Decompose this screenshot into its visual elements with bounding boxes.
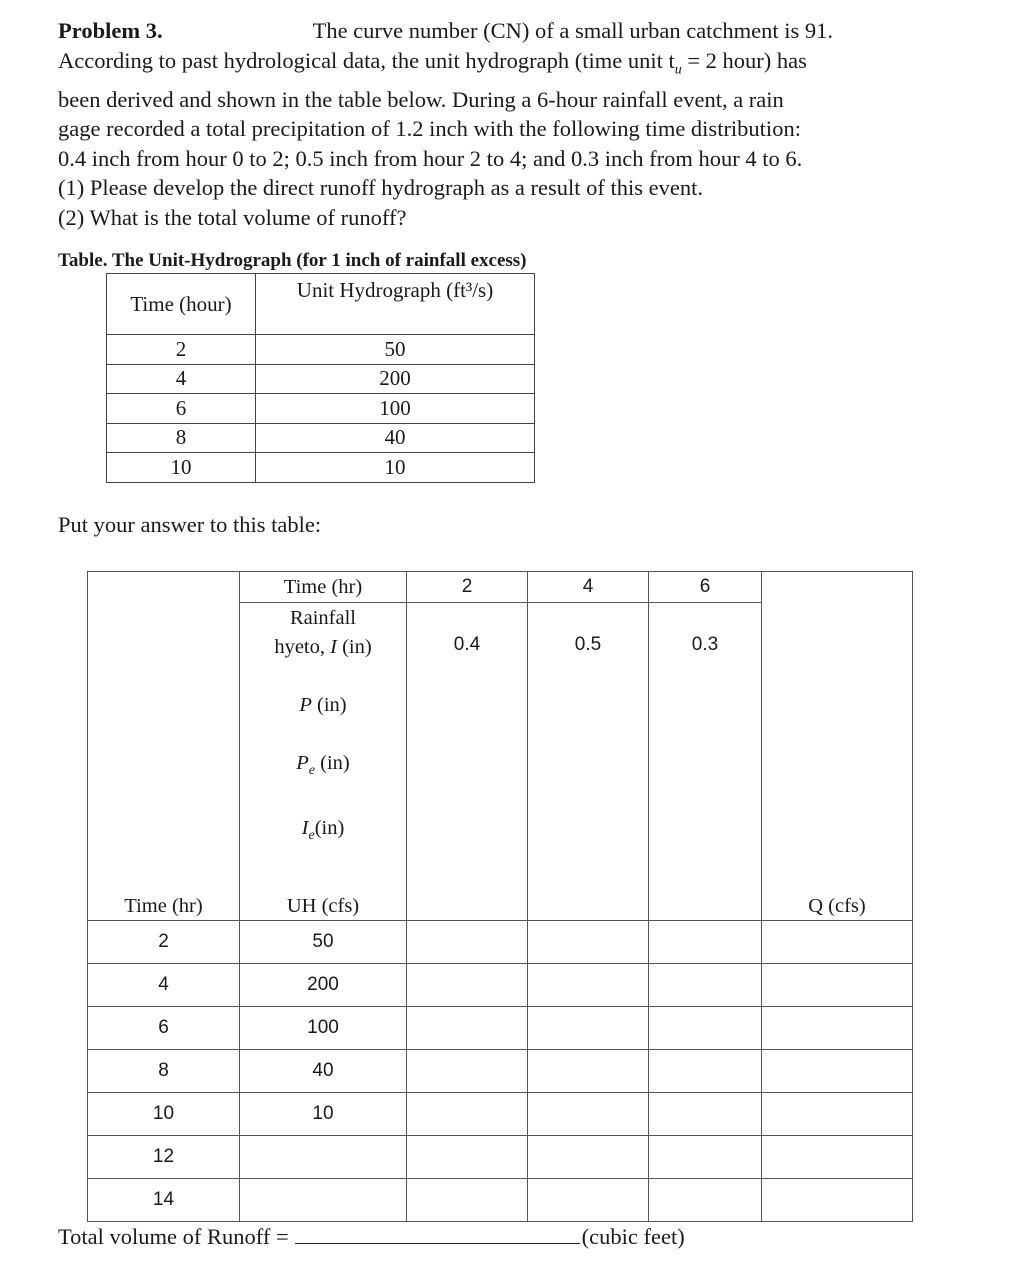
uh-value-cell: 100 (256, 394, 535, 424)
answer-cell[interactable] (407, 1007, 528, 1050)
answer-cell[interactable] (649, 1007, 762, 1050)
answer-cell[interactable] (528, 921, 649, 964)
answer-cell[interactable] (407, 921, 528, 964)
answer-cell[interactable] (649, 1136, 762, 1179)
runoff-header-row (88, 893, 913, 921)
answer-cell[interactable] (528, 1136, 649, 1179)
uh-value-cell: 50 (256, 335, 535, 365)
rainfall-label: Rainfall (289, 607, 357, 629)
answer-cell[interactable] (528, 1179, 649, 1222)
table-row (107, 394, 535, 424)
uh-time-cell: 4 (107, 364, 256, 394)
rain-value-cell: 0.4 (407, 603, 528, 893)
uh-value-cell: 200 (256, 364, 535, 394)
uh-time-cell: 2 (107, 335, 256, 365)
answer-table (87, 571, 913, 1222)
uh-time-cell: 6 (107, 394, 256, 424)
total-volume-label: Total volume of Runoff = (58, 1224, 289, 1249)
tu-subscript: u (674, 62, 682, 77)
question-2: (2) What is the total volume of runoff? (58, 204, 407, 230)
q-cell[interactable] (762, 1007, 913, 1050)
answer-cell[interactable] (407, 1093, 528, 1136)
answer-cell[interactable] (649, 1050, 762, 1093)
uh-cell (240, 1179, 407, 1222)
unit-hydrograph-table (106, 273, 535, 483)
answer-cell[interactable] (407, 1179, 528, 1222)
uh-cell (240, 1136, 407, 1179)
problem-statement (58, 16, 958, 232)
uh-value-cell: 40 (256, 423, 535, 453)
time-cell: 2 (88, 921, 240, 964)
problem-line-3: been derived and shown in the table below. During a 6-hour rainfall event, a rain (58, 86, 784, 112)
time-cell: 14 (88, 1179, 240, 1222)
answer-cell[interactable] (407, 964, 528, 1007)
table-row (88, 1179, 913, 1222)
answer-cell[interactable] (649, 921, 762, 964)
time-cell: 6 (88, 1007, 240, 1050)
hyeto-label: hyeto, I (in) (274, 636, 372, 658)
time-column-header: Time (hr) (88, 893, 240, 921)
rain-time-cell: 4 (528, 572, 649, 603)
time-cell: 4 (88, 964, 240, 1007)
table-row (107, 335, 535, 365)
problem-label: Problem 3. (58, 18, 163, 43)
q-cell[interactable] (762, 1179, 913, 1222)
q-cell[interactable] (762, 1050, 913, 1093)
rain-value-cell: 0.3 (649, 603, 762, 893)
uh-cell: 200 (240, 964, 407, 1007)
answer-cell[interactable] (649, 1179, 762, 1222)
time-cell: 12 (88, 1136, 240, 1179)
table-row (107, 453, 535, 483)
time-cell: 10 (88, 1093, 240, 1136)
uh-header-time: Time (hour) (107, 274, 256, 335)
problem-line-1: The curve number (CN) of a small urban catchment is 91. (312, 18, 834, 43)
time-cell: 8 (88, 1050, 240, 1093)
uh-cell: 40 (240, 1050, 407, 1093)
q-column-header: Q (cfs) (762, 893, 913, 921)
variable-labels (240, 603, 407, 893)
q-cell[interactable] (762, 921, 913, 964)
p-label: P (in) (299, 694, 347, 716)
ie-label: $I_e(in)$ (301, 817, 345, 844)
table-row (88, 921, 913, 964)
table-row (88, 1093, 913, 1136)
answer-cell[interactable] (528, 1007, 649, 1050)
question-1: (1) Please develop the direct runoff hydrograph as a result of this event. (58, 175, 704, 200)
problem-line-2-end: = 2 hour) has (681, 47, 807, 73)
uh-time-cell: 10 (107, 453, 256, 483)
table-row (88, 1136, 913, 1179)
label-block-row (88, 603, 913, 893)
uh-cell: 10 (240, 1093, 407, 1136)
uh-time-cell: 8 (107, 423, 256, 453)
uh-table-caption: Table. The Unit-Hydrograph (for 1 inch of rainfall excess) (58, 250, 527, 271)
answer-cell[interactable] (528, 1093, 649, 1136)
table-row (88, 1050, 913, 1093)
rain-time-row (88, 572, 913, 603)
q-cell[interactable] (762, 1136, 913, 1179)
q-cell[interactable] (762, 964, 913, 1007)
uh-header-value: Unit Hydrograph (ft³/s) (256, 274, 535, 335)
table-row (107, 364, 535, 394)
table-row (88, 1007, 913, 1050)
answer-cell[interactable] (407, 1050, 528, 1093)
rain-time-cell: 2 (407, 572, 528, 603)
uh-cell: 100 (240, 1007, 407, 1050)
q-cell[interactable] (762, 1093, 913, 1136)
table-row (88, 964, 913, 1007)
answer-prompt: Put your answer to this table: (58, 512, 322, 537)
total-volume-line (58, 1224, 685, 1250)
answer-cell[interactable] (528, 964, 649, 1007)
answer-cell[interactable] (649, 964, 762, 1007)
rain-time-cell: 6 (649, 572, 762, 603)
uh-value-cell: 10 (256, 453, 535, 483)
total-volume-unit: (cubic feet) (581, 1224, 685, 1249)
problem-line-2: According to past hydrological data, the unit hydrograph (time unit t (58, 47, 675, 73)
time-hr-label: Time (hr) (240, 572, 407, 603)
problem-line-5: 0.4 inch from hour 0 to 2; 0.5 inch from hour 2 to 4; and 0.3 inch from hour 4 to 6. (58, 145, 803, 171)
total-volume-blank[interactable] (295, 1225, 580, 1244)
answer-cell[interactable] (528, 1050, 649, 1093)
answer-cell[interactable] (407, 1136, 528, 1179)
rain-value-cell: 0.5 (528, 603, 649, 893)
uh-header-row (107, 274, 535, 335)
uh-cell: 50 (240, 921, 407, 964)
uh-column-header: UH (cfs) (240, 893, 407, 921)
problem-line-4: gage recorded a total precipitation of 1.2 inch with the following time distribution: (58, 116, 801, 141)
table-row (107, 423, 535, 453)
answer-cell[interactable] (649, 1093, 762, 1136)
pe-label: $P_e$ (in) (296, 752, 350, 779)
